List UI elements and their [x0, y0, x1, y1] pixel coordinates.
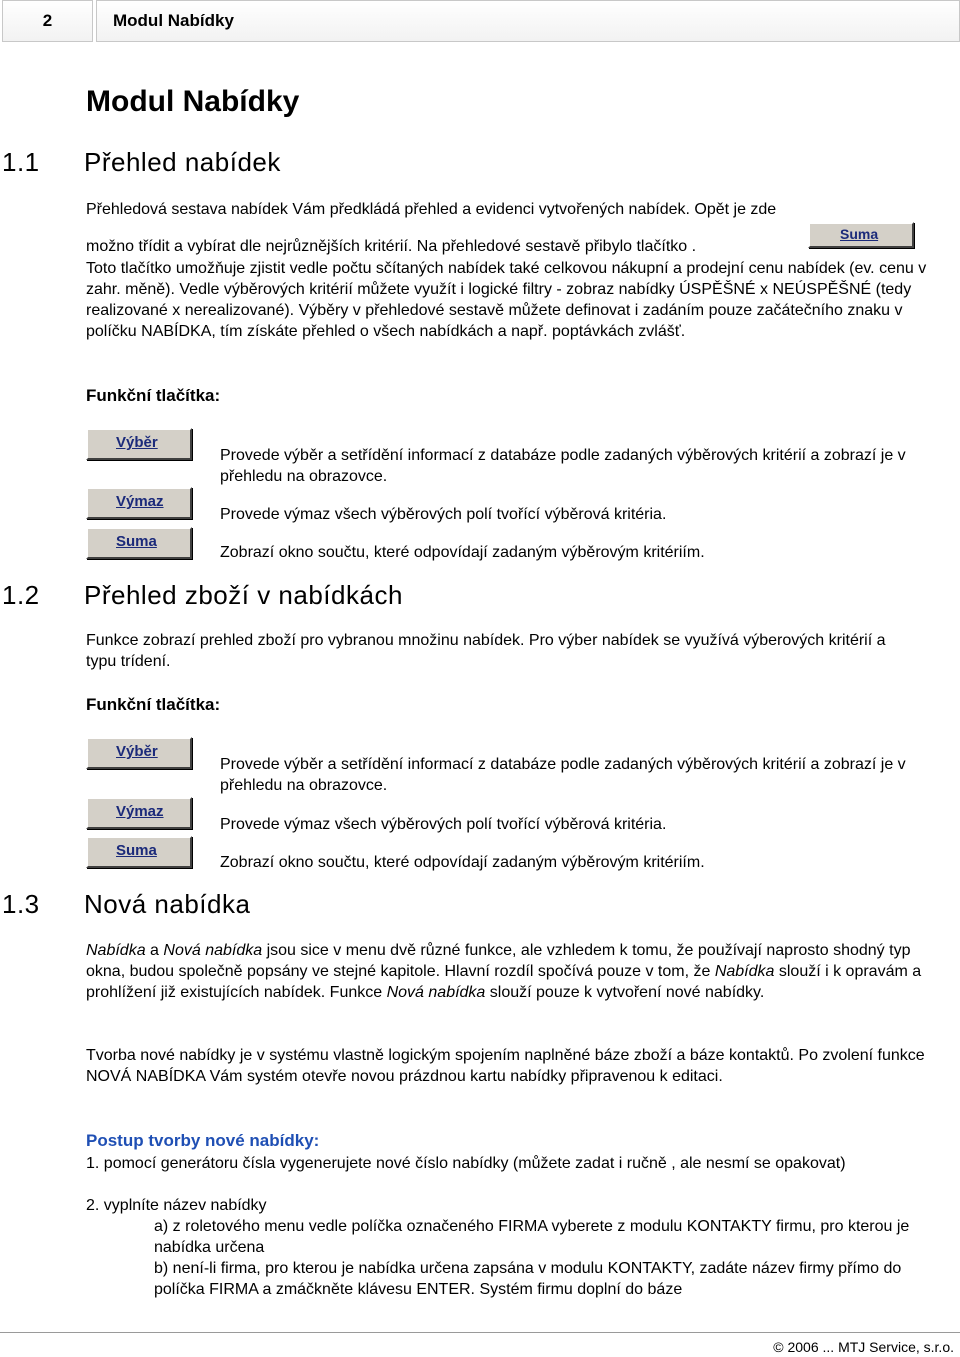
inline-suma-button[interactable]: Suma: [808, 222, 914, 248]
vymaz-description: Provede výmaz všech výběrových polí tvořící výběrová kritéria.: [220, 816, 667, 833]
suma-description: Zobrazí okno součtu, které odpovídají zadaným výběrovým kritériím.: [220, 544, 705, 561]
suma-description: Zobrazí okno součtu, které odpovídají zadaným výběrovým kritériím.: [220, 854, 705, 871]
vymaz-button[interactable]: Výmaz: [86, 797, 192, 829]
section-title: Přehled zboží v nabídkách: [84, 580, 403, 610]
italic-term: Nová nabídka: [163, 942, 263, 959]
section-heading-1-1: [2, 146, 281, 178]
section-number: 1.1: [2, 147, 40, 177]
section-heading-1-3: [2, 888, 250, 920]
vymaz-button[interactable]: Výmaz: [86, 487, 192, 519]
suma-button[interactable]: Suma: [86, 836, 192, 868]
footer-copyright: © 2006 ... MTJ Service, s.r.o.: [773, 1339, 954, 1355]
vyber-button[interactable]: Výběr: [86, 428, 192, 460]
step-2b: b) není-li firma, pro kterou je nabídka určena zapsána v modulu KONTAKTY, zadáte název firmy přímo do políčka FIRMA a zmáčkněte klávesu ENTER. Systém firmu doplní do báze: [154, 1260, 902, 1298]
italic-term: Nabídka: [86, 942, 146, 959]
step-1: 1. pomocí generátoru čísla vygenerujete nové číslo nabídky (můžete zadat i ručně , ale nesmí se opakovat): [86, 1155, 846, 1172]
chapter-header-title: Modul Nabídky: [96, 0, 960, 42]
footer-divider: [0, 1332, 960, 1333]
suma-button[interactable]: Suma: [86, 527, 192, 559]
text-run: slouží i k opravám a prohlížení již existujících nabídek. Funkce: [86, 963, 922, 1001]
line2-period: .: [691, 238, 697, 255]
italic-term: Nabídka: [714, 963, 775, 980]
section-1-3-paragraph-2: Tvorba nové nabídky je v systému vlastně logickým spojením naplněné báze zboží a báze kontaktů. Po zvolení funkce NOVÁ NABÍDKA Vám systém otevře novou prázdnou kartu nabídky připravenou k editaci.: [86, 1047, 925, 1085]
text-run: a: [145, 942, 164, 959]
page-title: Modul Nabídky: [86, 85, 300, 118]
section-number: 1.3: [2, 889, 40, 919]
step-2a: a) z roletového menu vedle políčka označeného FIRMA vyberete z modulu KONTAKTY firmu, pro kterou je nabídka určena: [154, 1218, 910, 1256]
steps-title: Postup tvorby nové nabídky:: [86, 1131, 320, 1150]
text-run: slouží pouze k vytvoření nové nabídky.: [485, 984, 765, 1001]
italic-term: Nová nabídka: [386, 984, 486, 1001]
section-heading-1-2: [2, 579, 403, 611]
vymaz-description: Provede výmaz všech výběrových polí tvořící výběrová kritéria.: [220, 506, 667, 523]
vyber-description: Provede výběr a setřídění informací z databáze podle zadaných výběrových kritérií a zobrazí je v přehledu na obrazovce.: [220, 447, 906, 485]
vyber-button[interactable]: Výběr: [86, 737, 192, 769]
vyber-description: Provede výběr a setřídění informací z databáze podle zadaných výběrových kritérií a zobrazí je v přehledu na obrazovce.: [220, 756, 906, 794]
section-title: Nová nabídka: [84, 889, 251, 919]
text-run: jsou sice v menu dvě různé funkce, ale vzhledem k tomu, že používají naprosto shodný typ okna, budou společně popsány ve stejné kapitole. Hlavní rozdíl spočívá pouze v tom, že: [86, 942, 911, 980]
chapter-number: 2: [2, 0, 93, 42]
step-2: 2. vyplníte název nabídky: [86, 1197, 267, 1214]
section-1-1-paragraph: Toto tlačítko umožňuje zjistit vedle počtu sčítaných nabídek také celkovou nákupní a prodejní cenu nabídek (ev. cenu v zahr. měně). Vedle výběrových kritérií můžete využít i logické filtry - zobraz nabídky ÚSPĚŠNÉ x NEÚSPĚŠNÉ (tedy realizované x nerealizované). Výběry v přehledové sestavě můžete definovat i zadáním pouze začátečního znaku v políčku NABÍDKA, tím získáte přehled o všech nabídkách a např. poptávkách zvlášť.: [86, 260, 927, 340]
section-title: Přehled nabídek: [84, 147, 281, 177]
line2-text: možno třídit a vybírat dle nejrůznějších kritérií. Na přehledové sestavě přibylo tlačítko: [86, 238, 692, 255]
section-number: 1.2: [2, 580, 40, 610]
functions-title-1-1: Funkční tlačítka:: [86, 386, 221, 405]
functions-title-1-2: Funkční tlačítka:: [86, 695, 221, 714]
section-1-2-paragraph: Funkce zobrazí prehled zboží pro vybranou množinu nabídek. Pro výber nabídek se využívá výberových kritérií a typu trídení.: [86, 632, 886, 670]
section-1-1-line1: Přehledová sestava nabídek Vám předkládá přehled a evidenci vytvořených nabídek. Opět je zde: [86, 201, 777, 218]
section-1-3-paragraph-1: [86, 940, 946, 1003]
